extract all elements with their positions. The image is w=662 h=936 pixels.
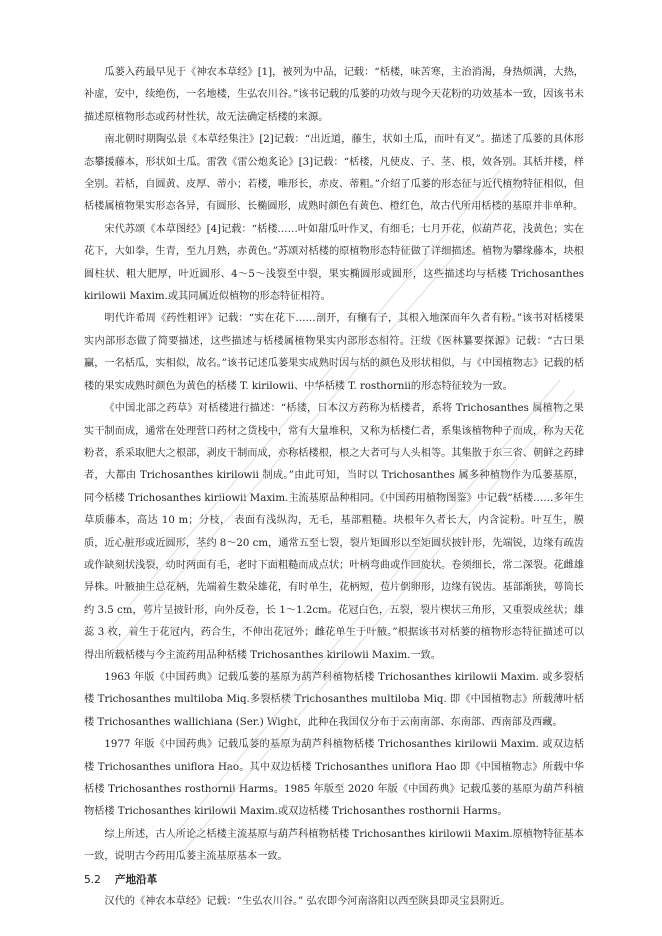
paragraph-2: 南北朝时期陶弘景《本草经集注》[2]记载：“出近道，藤生，状如土瓜，而叶有叉”。描述了瓜蒌的具体形态攀援藤本，形状如土瓜。雷敩《雷公炮炙论》[3]记载：“栝楼，凡使皮、子、茎、根，效各别。其栝并楼，样全别。若栝，自圆黄、皮厚、蒂小；若楼，唯形长，赤皮、蒂粗。”介绍了瓜蒌的形态征与近代植物特征相似，但栝楼属植物果实形态各异，有圆形、长椭圆形，成熟时颜色有黄色、橙红色，故古代所用栝楼的基原并非单种。 — [84, 134, 584, 213]
section-heading — [84, 869, 584, 891]
paragraph-7: 1977 年版《中国药典》记载瓜蒌的基原为葫芦科植物栝楼 Trichosanthes kirilowii Maxim. 或双边栝楼 Trichosanthes uniflora Hao。其中双边栝楼 Trichosanthes uniflora Hao 即《中国植物志》所载中华栝楼 Trichosanthes rosthornii Harms。1985 年版至 2020 年版《中国药典》记载瓜蒌的基原为葫芦科植物栝楼 Trichosanthes kirilowii Maxim.或双边栝楼 Trichosanthes rosthornii Harms。 — [84, 739, 584, 818]
paragraph-8: 综上所述，古人所论之栝楼主流基原与葫芦科植物栝楼 Trichosanthes kirilowii Maxim.原植物特征基本一致，说明古今药用瓜蒌主流基原基本一致。 — [84, 828, 584, 863]
paragraph-4: 明代许希周《药性粗评》记载：“实在花下……剖开，有穰有子，其根入地深而年久者有粉。”该书对栝楼果实内部形态做了简要描述，这些描述与栝楼属植物果实内部形态相符。汪绂《医林纂要探源》记载：“古曰果臝，一名栝瓜，实相似，故名。”该书记述瓜蒌果实成熟时因与栝的颜色及形状相似，与《中国植物志》记载的栝楼的果实成熟时颜色为黄色的栝楼 T. kirilowii、中华栝楼 T. rosthornii的形态特征较为一致。 — [84, 313, 584, 392]
paragraph-9: 汉代的《神农本草经》记载：“生弘农川谷。” 弘农即今河南洛阳以西至陕县即灵宝县附近。 — [104, 896, 511, 908]
paragraph-3: 宋代苏颂《本草图经》[4]记载：“栝楼……叶如甜瓜叶作叉，有细毛；七月开花，似葫芦花，浅黄色；实在花下，大如拳，生青，至九月熟，赤黄色。”苏颂对栝楼的原植物形态特征做了详细描述。植物为攀缘藤本，块根圆柱状、粗大肥厚，叶近圆形、4～5～浅裂至中裂，果实椭圆形或圆形，这些描述均与栝楼 Trichosanthes kirilowii Maxim.或其同属近似植物的形态特征相符。 — [84, 223, 584, 303]
section-number: 5.2 — [84, 873, 101, 886]
paragraph-5: 《中国北部之药草》对栝楼进行描述：“栝楼，日本汉方药称为栝楼者，系将 Trichosanthes 属植物之果实干制而成，通常在处理营口药材之货栈中，常有大量堆积，又称为栝楼仁者，系集该植物种子而成，称为天花粉者，系采取肥大之根部，剥皮干制而成，亦称栝楼根，根之大者可与人头相等。其集散于东三省、朝鲜之药肆者，大都由 Trichosanthes kirilowii 制成。”由此可知，当时以 Trichosanthes 属多种植物作为瓜蒌基原，同今栝楼 Trichosanthes kirilowii Maxim.主流基原品种相同。《中国药用植物图鉴》中记载“栝楼……多年生草质藤本，高达 10 m；分枝， 表面有浅纵沟，无毛，基部粗糙。块根年久者长大，内含淀粉。叶互生，膜质，近心脏形或近圆形，茎约 8～20 cm，通常五至七裂，裂片矩圆形以至矩圆状披针形，先端锐，边缘有疏齿或作缺刻状浅裂，幼时两面有毛，老时下面粗糙而成点状；叶柄弯曲或作回旋状。卷须细长，常二深裂。花雌雄异株。叶腋抽生总花柄，先端着生数朵雄花，有时单生，花柄短，苞片倒卵形，边缘有锐齿。基部渐狭，萼筒长约 3.5 cm，萼片呈披针形，向外反卷，长 1～1.2cm。花冠白色，五裂，裂片楔状三角形，又重裂成丝状；雄蕊 3 枚，着生于花冠内，药合生，不伸出花冠外；雌花单生于叶腋。”根据该书对栝蒌的植物形态特征描述可以得出所载栝楼与今主流药用品种栝楼 Trichosanthes kirilowii Maxim.一致。 — [84, 403, 584, 661]
paragraph-1: 瓜蒌入药最早见于《神农本草经》[1]，被列为中品，记载：“栝楼，味苦寒，主治消渴，身热烦满，大热，补虚，安中，续绝伤，一名地楼，生弘农川谷。”该书记载的瓜蒌的功效与现今天花粉的功效基本一致，因该书未描述原植物形态或药材性状，故无法确定栝楼的来源。 — [84, 67, 584, 123]
body-text — [84, 62, 584, 913]
section-title: 产地沿革 — [114, 873, 158, 886]
paragraph-6: 1963 年版《中国药典》记载瓜蒌的基原为葫芦科植物栝楼 Trichosanthes kirilowii Maxim. 或多裂栝楼 Trichosanthes multiloba Miq.多裂栝楼 Trichosanthes multiloba Miq. 即《中国植物志》所载薄叶栝楼 Trichosanthes wallichiana (Ser.) Wight，此种在我国仅分布于云南南部、东南部、西南部及西藏。 — [84, 671, 584, 728]
